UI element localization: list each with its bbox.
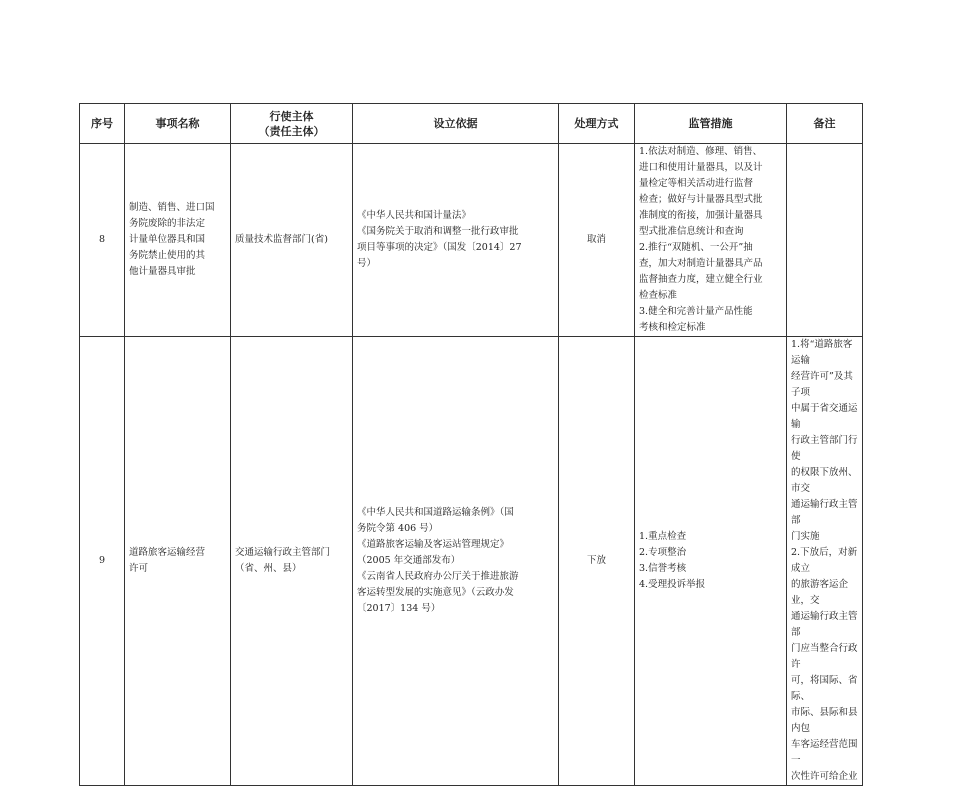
header-remarks: 备注	[787, 104, 863, 144]
row-basis: 《中华人民共和国道路运输条例》（国 务院令第 406 号） 《道路旅客运输及客运站管理规定》 （2005 年交通部发布） 《云南省人民政府办公厅关于推进旅游 客运转型发展的实施意见》（云政办发 〔2017〕134 号）	[353, 337, 559, 786]
row-basis: 《中华人民共和国计量法》 《国务院关于取消和调整一批行政审批 项目等事项的决定》（国发〔2014〕27 号）	[353, 144, 559, 337]
table-row	[80, 337, 863, 786]
header-subject: 行使主体 （责任主体）	[231, 104, 353, 144]
row-remarks: 1.将“道路旅客运输 经营许可”及其子项 中属于省交通运输 行政主管部门行使 的权限下放州、市交 通运输行政主管部 门实施 2.下放后，对新成立 的旅游客运企业，交 通运输行政主管部 门应当整合行政许 可，将国际、省际、 市际、县际和县内包 车客运经营范围一 次性许可给企业	[787, 337, 863, 786]
row-remarks	[787, 144, 863, 337]
row-item-name: 制造、销售、进口国 务院废除的非法定 计量单位器具和国 务院禁止使用的其 他计量器具审批	[125, 144, 231, 337]
header-basis: 设立依据	[353, 104, 559, 144]
table-header-row	[80, 104, 863, 144]
row-method: 取消	[559, 144, 635, 337]
row-seq: 8	[80, 144, 125, 337]
row-measures: 1.重点检查 2.专项整治 3.信誉考核 4.受理投诉举报	[635, 337, 787, 786]
row-subject: 质量技术监督部门(省)	[231, 144, 353, 337]
header-item-name: 事项名称	[125, 104, 231, 144]
header-measures: 监管措施	[635, 104, 787, 144]
table-row	[80, 144, 863, 337]
row-measures: 1.依法对制造、修理、销售、 进口和使用计量器具，以及计 量检定等相关活动进行监督 检查；做好与计量器具型式批 准制度的衔接，加强计量器具 型式批准信息统计和查询 2.推行“双随机、一公开”抽 查，加大对制造计量器具产品 监督抽查力度，建立健全行业 检查标准 3.健全和完善计量产品性能 考核和检定标准	[635, 144, 787, 337]
row-subject: 交通运输行政主管部门 （省、州、县）	[231, 337, 353, 786]
row-item-name: 道路旅客运输经营 许可	[125, 337, 231, 786]
row-method: 下放	[559, 337, 635, 786]
row-seq: 9	[80, 337, 125, 786]
header-method: 处理方式	[559, 104, 635, 144]
header-seq: 序号	[80, 104, 125, 144]
